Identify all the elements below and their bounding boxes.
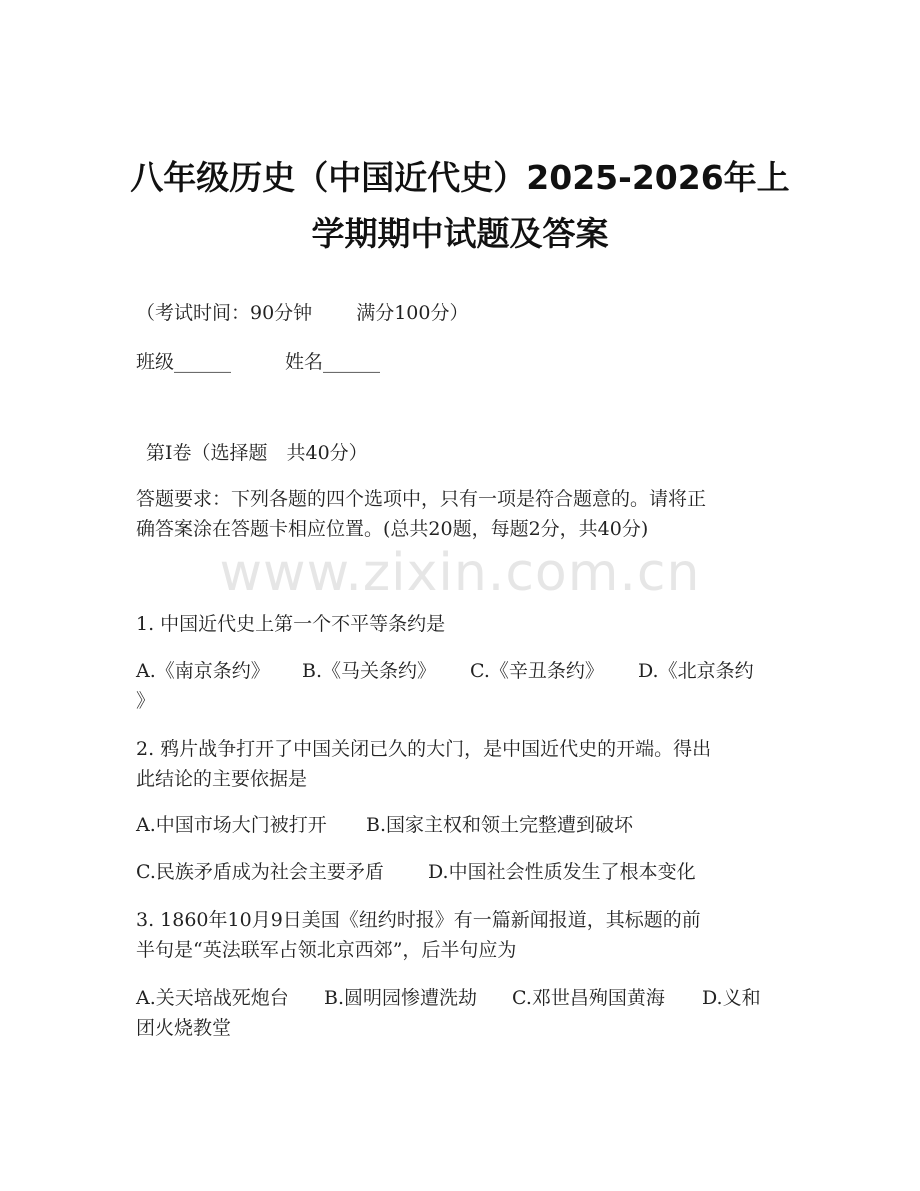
question-2-option-d: D.中国社会性质发生了根本变化 xyxy=(428,861,696,883)
question-1-option-c: C.《辛丑条约》 xyxy=(470,660,604,682)
name-label: 姓名______ xyxy=(285,351,381,373)
question-1-stem-line-1: 1. 中国近代史上第一个不平等条约是 xyxy=(136,613,446,635)
question-1-option-d-continued: 》 xyxy=(136,690,156,712)
question-3-options-row-1 xyxy=(136,983,761,1013)
student-info xyxy=(136,347,380,377)
question-3-stem xyxy=(136,905,786,965)
question-1-options-row-1 xyxy=(136,656,754,686)
question-1-stem xyxy=(136,609,786,639)
exam-info xyxy=(136,298,468,328)
question-2-stem-line-2: 此结论的主要依据是 xyxy=(136,768,308,790)
question-3-stem-line-1: 3. 1860年10月9日美国《纽约时报》有一篇新闻报道，其标题的前 xyxy=(136,909,701,931)
question-2-option-c: C.民族矛盾成为社会主要矛盾 xyxy=(136,861,384,883)
exam-score: 满分100分） xyxy=(356,302,469,324)
watermark: www.zixin.com.cn xyxy=(219,543,701,603)
instructions-line-2: 确答案涂在答题卡相应位置。(总共20题，每题2分，共40分) xyxy=(136,518,649,540)
question-2-options-row-2 xyxy=(136,857,696,887)
question-3-option-d-continued: 团火烧教堂 xyxy=(136,1017,232,1039)
question-2-stem xyxy=(136,734,786,794)
question-3-option-c: C.邓世昌殉国黄海 xyxy=(512,987,665,1009)
question-2-options-row-1 xyxy=(136,810,633,840)
question-3-option-a: A.关天培战死炮台 xyxy=(136,987,289,1009)
question-3-stem-line-2: 半句是“英法联军占领北京西郊”，后半句应为 xyxy=(136,939,517,961)
question-3-option-d: D.义和 xyxy=(702,987,761,1009)
question-2-option-b: B.国家主权和领土完整遭到破坏 xyxy=(366,814,634,836)
title-line-1: 八年级历史（中国近代史）2025-2026年上 xyxy=(130,158,790,197)
class-label: 班级______ xyxy=(136,351,232,373)
section-instructions xyxy=(136,484,786,544)
question-1-option-d: D.《北京条约 xyxy=(638,660,754,682)
question-3-option-b: B.圆明园惨遭洗劫 xyxy=(324,987,478,1009)
question-1-option-b: B.《马关条约》 xyxy=(302,660,437,682)
question-3-options-row-2 xyxy=(136,1013,231,1043)
document-title xyxy=(80,150,840,262)
question-1-option-a: A.《南京条约》 xyxy=(136,660,270,682)
section-heading: 第Ⅰ卷（选择题 共40分） xyxy=(146,442,368,464)
exam-time: （考试时间：90分钟 xyxy=(136,302,313,324)
question-1-options-row-2 xyxy=(136,686,155,716)
title-line-2: 学期期中试题及答案 xyxy=(311,214,609,253)
question-2-option-a: A.中国市场大门被打开 xyxy=(136,814,327,836)
instructions-line-1: 答题要求：下列各题的四个选项中，只有一项是符合题意的。请将正 xyxy=(136,488,707,510)
question-2-stem-line-1: 2. 鸦片战争打开了中国关闭已久的大门，是中国近代史的开端。得出 xyxy=(136,738,712,760)
